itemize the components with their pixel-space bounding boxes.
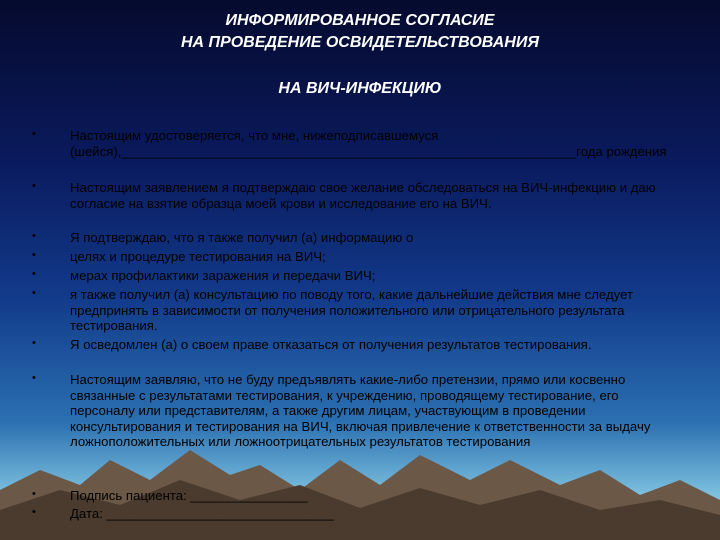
bullet-icon: • [32,337,36,349]
slide-title-line-2: НА ПРОВЕДЕНИЕ ОСВИДЕТЕЛЬСТВОВАНИЯ [181,34,539,51]
bullet-icon: • [32,268,36,280]
slide-title-line-1: ИНФОРМИРОВАННОЕ СОГЛАСИЕ [225,12,495,29]
patient-signature-field: Подпись пациента: ________________ [70,488,308,503]
slide-title-line-3: НА ВИЧ-ИНФЕКЦИЮ [278,80,442,97]
consent-statement-prevention: мерах профилактики заражения и передачи ВИЧ; [70,268,376,283]
bullet-icon: • [32,488,36,500]
consent-statement-goals: целях и процедуре тестирования на ВИЧ; [70,249,326,264]
consent-statement-identity: Настоящим удостоверяется, что мне, нижеподписавшемуся (шейся),______________________________________________________________года рождения [70,128,667,159]
consent-statement-counseling: я также получил (а) консультацию по поводу того, какие дальнейшие действия мне следует предпринять в зависимости от получения положительного или отрицательного результата тестирования. [70,287,634,334]
bullet-icon: • [32,180,36,192]
consent-statement-informed: Я подтверждаю, что я также получил (а) информацию о [70,230,414,245]
bullet-icon: • [32,506,36,518]
date-field: Дата: _______________________________ [70,506,334,521]
consent-statement-testing: Настоящим заявлением я подтверждаю свое желание обследоваться на ВИЧ-инфекцию и даю согласие на взятие образца моей крови и исследование его на ВИЧ. [70,180,656,211]
consent-statement-no-claims: Настоящим заявляю, что не буду предъявлять какие-либо претензии, прямо или косвенно связанные с результатами тестирования, к учреждению, проводящему тестирование, его персоналу или представителям, а также другим лицам, участвующим в проведении консультирования и тестирования на ВИЧ, включая привлечение к ответственности за выдачу ложноположительных или ложноотрицательных результатов тестирования [70,372,651,450]
bullet-icon: • [32,287,36,299]
bullet-icon: • [32,128,36,140]
consent-statement-refusal-right: Я осведомлен (а) о своем праве отказаться от получения результатов тестирования. [70,337,592,352]
bullet-icon: • [32,249,36,261]
bullet-icon: • [32,230,36,242]
bullet-icon: • [32,372,36,384]
